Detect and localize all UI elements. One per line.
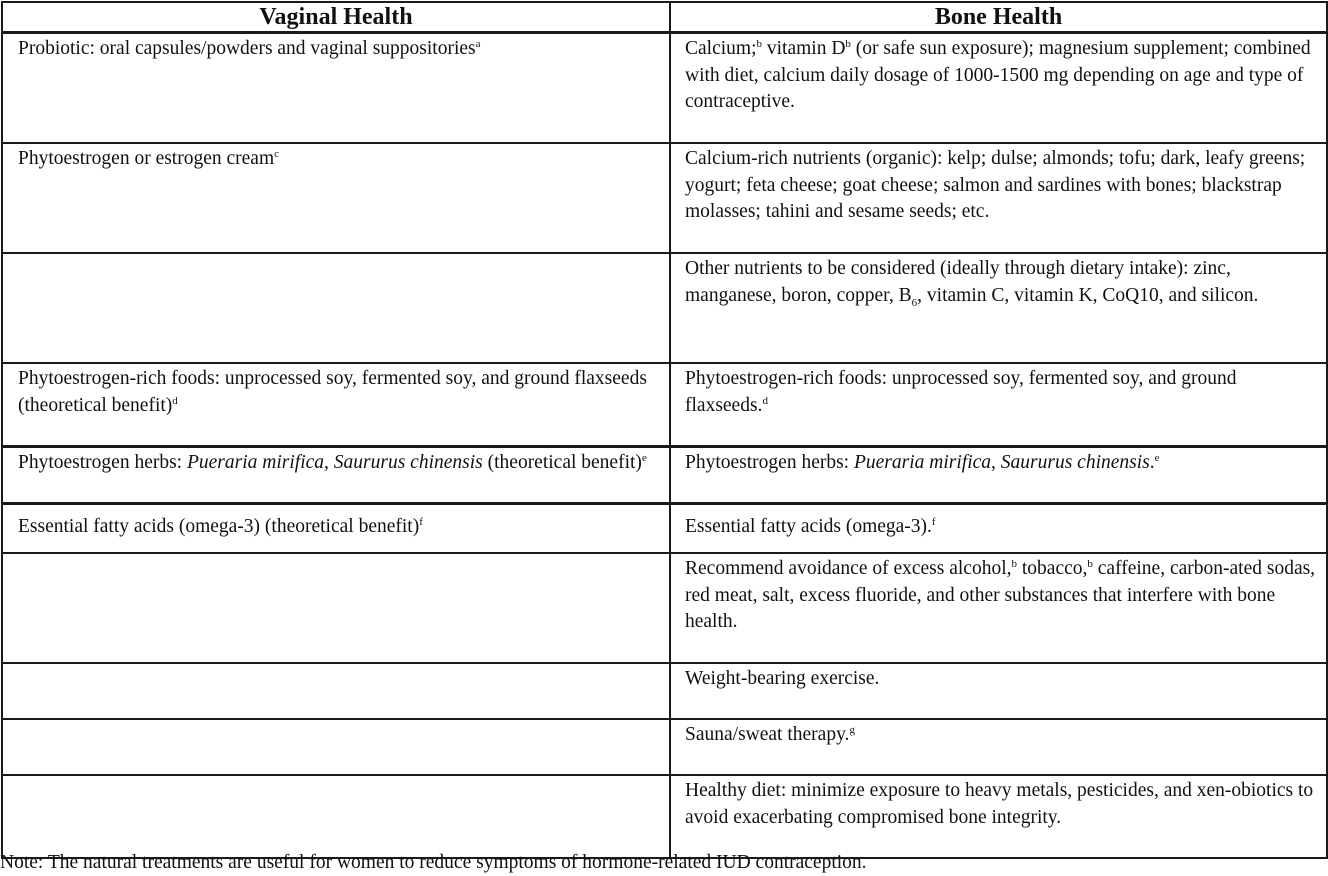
bone-cell-exercise [670, 663, 1327, 719]
vaginal-cell-empty [2, 553, 670, 663]
vaginal-cell-empty [2, 663, 670, 719]
cell-text: , [991, 452, 1001, 473]
bone-cell-avoidance [670, 553, 1327, 663]
bone-cell-fatty-acids [670, 504, 1327, 554]
footnote-marker: b [845, 38, 851, 50]
table-row [2, 719, 1327, 775]
footnote-marker: f [419, 516, 423, 528]
vaginal-cell-herbs [2, 447, 670, 504]
subscript: 6 [911, 296, 918, 309]
cell-text: caffeine, carbon-ated sodas, red meat, salt, excess fluoride, and other substances that interfere with bone health. [685, 558, 1316, 632]
footnote-marker: f [931, 516, 936, 528]
table-row [2, 775, 1327, 858]
cell-text: (or safe sun exposure); magnesium supplement; combined with diet, calcium daily dosage of 1000-1500 mg depending on age and type of contraceptive. [685, 38, 1311, 112]
footnote-marker: g [849, 724, 855, 736]
header-bone-health: Bone Health [670, 2, 1327, 33]
table-header-row [2, 2, 1327, 33]
vaginal-cell-empty [2, 719, 670, 775]
cell-text: Recommend avoidance of excess alcohol, [685, 558, 1012, 579]
footnote-marker: c [274, 148, 280, 160]
vaginal-cell-empty [2, 253, 670, 363]
cell-text: Healthy diet: minimize exposure to heavy metals, pesticides, and xen-obiotics to avoid exacerbating compromised bone integrity. [685, 780, 1314, 828]
vaginal-cell-fatty-acids [2, 504, 670, 554]
cell-text: Weight-bearing exercise. [685, 668, 880, 689]
footnote-marker: a [475, 38, 481, 50]
health-table [1, 1, 1328, 859]
cell-text: vitamin D [762, 38, 846, 59]
table-note: Note: The natural treatments are useful for women to reduce symptoms of hormone-related IUD contraception. [0, 852, 867, 873]
cell-text: Probiotic: oral capsules/powders and vaginal suppositories [18, 38, 476, 59]
vaginal-cell-empty [2, 775, 670, 858]
bone-cell-other-nutrients [670, 253, 1327, 363]
footnote-marker: b [1087, 558, 1093, 570]
cell-text: Phytoestrogen herbs: [18, 452, 187, 473]
cell-text: Other nutrients to be considered (ideally through dietary intake): zinc, manganese, boron, copper, B [685, 258, 1231, 306]
cell-text: Sauna/sweat therapy. [685, 724, 850, 745]
footnote-marker: b [1011, 558, 1018, 570]
table-row [2, 447, 1327, 504]
cell-text: Essential fatty acids (omega-3). [685, 516, 932, 537]
cell-text: . [1149, 452, 1155, 473]
cell-text: Calcium; [685, 38, 757, 59]
vaginal-cell-foods [2, 363, 670, 447]
table-row [2, 504, 1327, 554]
cell-text: , vitamin C, vitamin K, CoQ10, and silicon. [917, 284, 1259, 306]
bone-cell-calcium-rich [670, 143, 1327, 253]
vaginal-cell-cream [2, 143, 670, 253]
footnote-marker: d [172, 394, 178, 407]
bone-cell-sauna [670, 719, 1327, 775]
herb-name: Saururus chinensis [333, 452, 483, 473]
cell-text: Phytoestrogen or estrogen cream [18, 148, 275, 169]
herb-name: Saururus chinensis [1000, 452, 1150, 473]
cell-text: Calcium-rich nutrients (organic): kelp; dulse; almonds; tofu; dark, leafy greens; yogurt; feta cheese; goat cheese; salmon and sardines with bones; blackstrap molasses; tahini and sesame seeds; etc. [685, 148, 1306, 222]
table-row [2, 663, 1327, 719]
bone-cell-foods [670, 363, 1327, 447]
cell-text: Phytoestrogen-rich foods: unprocessed soy, fermented soy, and ground flaxseeds. [685, 368, 1237, 416]
header-vaginal-health: Vaginal Health [2, 2, 670, 33]
table-row [2, 253, 1327, 363]
bone-cell-herbs [670, 447, 1327, 504]
cell-text: Phytoestrogen herbs: [685, 452, 854, 473]
table-row [2, 553, 1327, 663]
footnote-marker: e [1154, 452, 1160, 464]
herb-name: Pueraria mirifica [186, 452, 325, 473]
cell-text: tobacco, [1017, 558, 1088, 579]
herb-name: Pueraria mirifica [853, 452, 992, 473]
footnote-marker: b [756, 38, 762, 50]
cell-text: , [324, 452, 334, 473]
table-row [2, 143, 1327, 253]
bone-cell-healthy-diet [670, 775, 1327, 858]
table-row [2, 33, 1327, 144]
footnote-marker: d [762, 394, 768, 407]
cell-text: Phytoestrogen-rich foods: unprocessed soy, fermented soy, and ground flaxseeds (theoretical benefit) [18, 368, 647, 416]
footnote-marker: e [641, 452, 647, 464]
bone-cell-calcium [670, 33, 1327, 144]
table-row [2, 363, 1327, 447]
vaginal-cell-probiotic [2, 33, 670, 144]
cell-text: (theoretical benefit) [482, 452, 642, 473]
cell-text: Essential fatty acids (omega-3) (theoretical benefit) [18, 516, 420, 537]
